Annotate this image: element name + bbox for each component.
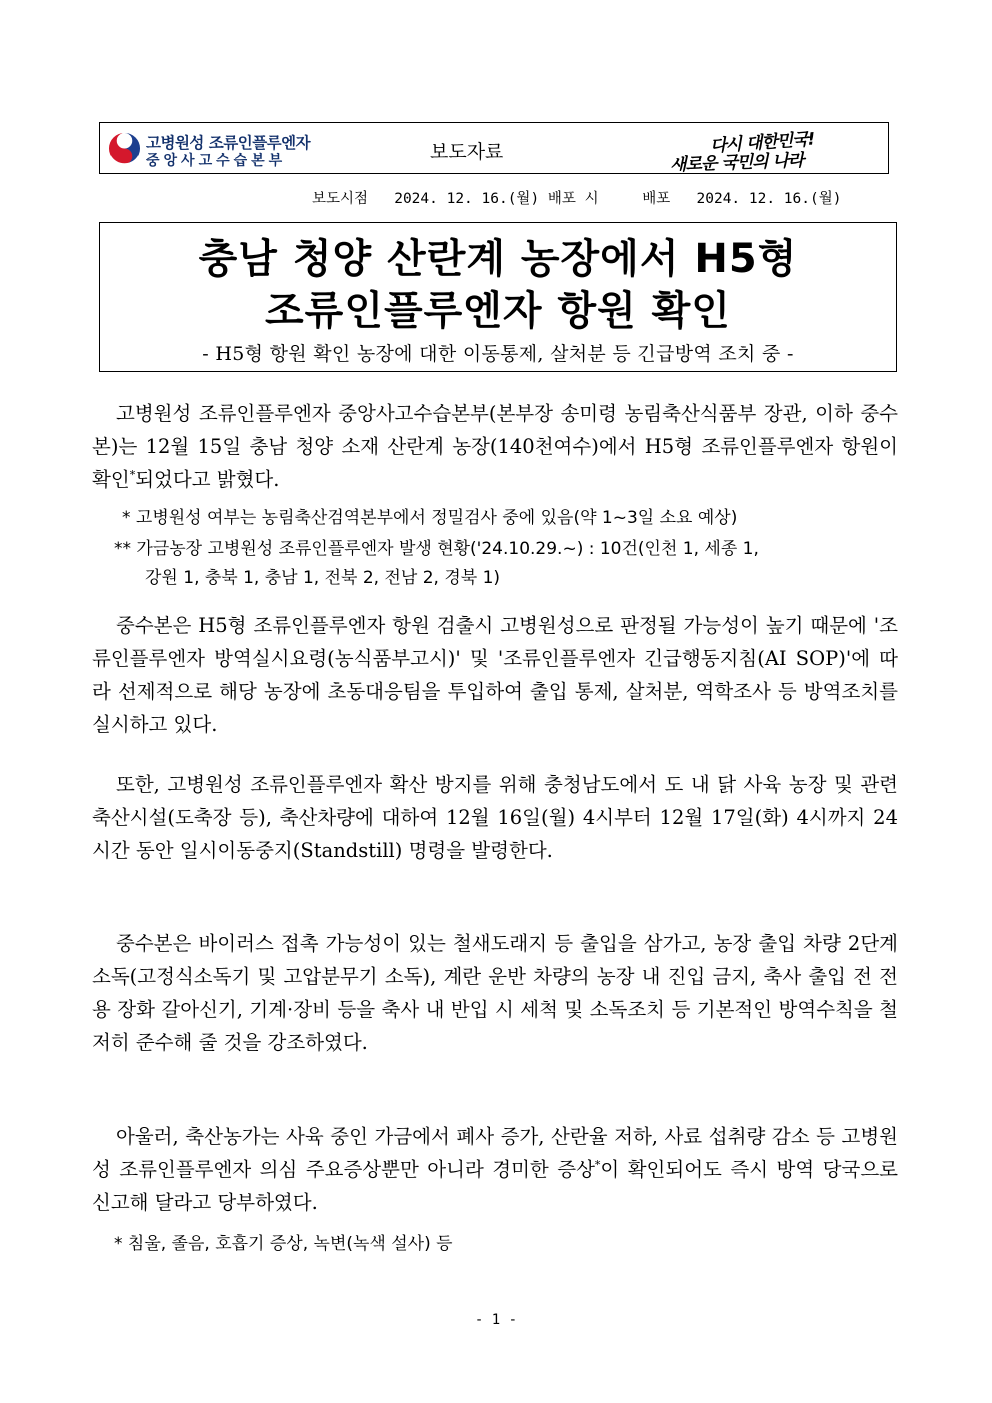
doc-type-label: 보도자료 bbox=[430, 141, 504, 163]
agency-name-line1: 고병원성 조류인플루엔자 bbox=[146, 134, 311, 152]
agency-logo bbox=[108, 131, 348, 167]
footnote-mark: * bbox=[594, 1158, 601, 1172]
paragraph-4: 중수본은 바이러스 접촉 가능성이 있는 철새도래지 등 출입을 삼가고, 농장 출입 차량 2단계 소독(고정식소독기 및 고압분무기 소독), 계란 운반 차량의 농장 내 진입 금지, 축사 출입 전 전용 장화 갈아신기, 기계·장비 등을 축사 내 반입 시 세척 및 소독조치 등 기본적인 방역수칙을 철저히 준수해 줄 것을 강조하였다. bbox=[92, 932, 898, 1054]
slogan-line1: 다시 대한민국! bbox=[709, 129, 815, 157]
note-2-line1: ** 가금농장 고병원성 조류인플루엔자 발생 현황('24.10.29.~) : 10건(인천 1, 세종 1, bbox=[114, 539, 759, 559]
paragraph-1-text: 고병원성 조류인플루엔자 중앙사고수습본부(본부장 송미령 농림축산식품부 장관, 이하 중수본)는 12월 15일 충남 청양 소재 산란계 농장(140천여수)에서 H5형 조류인플루엔자 항원이 확인 bbox=[92, 402, 898, 491]
subtitle: - H5형 항원 확인 농장에 대한 이동통제, 살처분 등 긴급방역 조치 중 - bbox=[202, 343, 794, 365]
release-info: 보도시점 2024. 12. 16.(월) 배포 시 배포 2024. 12. 16.(월) bbox=[312, 191, 842, 207]
slogan bbox=[669, 126, 880, 176]
title-line1: 충남 청양 산란계 농장에서 H5형 bbox=[198, 236, 798, 282]
paragraph-1-text-end: 되었다고 밝혔다. bbox=[135, 468, 280, 491]
note-1: * 고병원성 여부는 농림축산검역본부에서 정밀검사 중에 있음(약 1~3일 소요 예상) bbox=[122, 508, 738, 528]
slogan-line2: 새로운 국민의 나라 bbox=[669, 150, 804, 176]
taegeuk-emblem-icon bbox=[108, 132, 141, 165]
note-3: * 침울, 졸음, 호흡기 증상, 녹변(녹색 설사) 등 bbox=[114, 1234, 453, 1254]
note-2-line2: 강원 1, 충북 1, 충남 1, 전북 2, 전남 2, 경북 1) bbox=[145, 568, 501, 588]
paragraph-5 bbox=[92, 1120, 898, 1219]
title-line2: 조류인플루엔자 항원 확인 bbox=[265, 288, 731, 334]
header-box bbox=[99, 122, 889, 174]
agency-name-line2: 중앙사고수습본부 bbox=[146, 153, 287, 169]
paragraph-2: 중수본은 H5형 조류인플루엔자 항원 검출시 고병원성으로 판정될 가능성이 높기 때문에 '조류인플루엔자 방역실시요령(농식품부고시)' 및 '조류인플루엔자 긴급행동지침(AI SOP)'에 따라 선제적으로 해당 농장에 초동대응팀을 투입하여 출입 통제, 살처분, 역학조사 등 방역조치를 실시하고 있다. bbox=[92, 614, 898, 736]
title-box bbox=[99, 222, 897, 372]
paragraph-1 bbox=[92, 397, 898, 496]
page-number: - 1 - bbox=[474, 1312, 518, 1328]
paragraph-5-text-end: 이 확인되어도 즉시 방역 당국으로 신고해 달라고 당부하였다. bbox=[92, 1158, 898, 1214]
footnote-mark: * bbox=[129, 468, 136, 482]
paragraph-5-text: 아울러, 축산농가는 사육 중인 가금에서 폐사 증가, 산란율 저하, 사료 섭취량 감소 등 고병원성 조류인플루엔자 의심 주요증상뿐만 아니라 경미한 증상 bbox=[92, 1125, 898, 1181]
paragraph-3: 또한, 고병원성 조류인플루엔자 확산 방지를 위해 충청남도에서 도 내 닭 사육 농장 및 관련 축산시설(도축장 등), 축산차량에 대하여 12월 16일(월) 4시부터 12월 17일(화) 4시까지 24시간 동안 일시이동중지(Standstill) 명령을 발령한다. bbox=[92, 773, 898, 862]
